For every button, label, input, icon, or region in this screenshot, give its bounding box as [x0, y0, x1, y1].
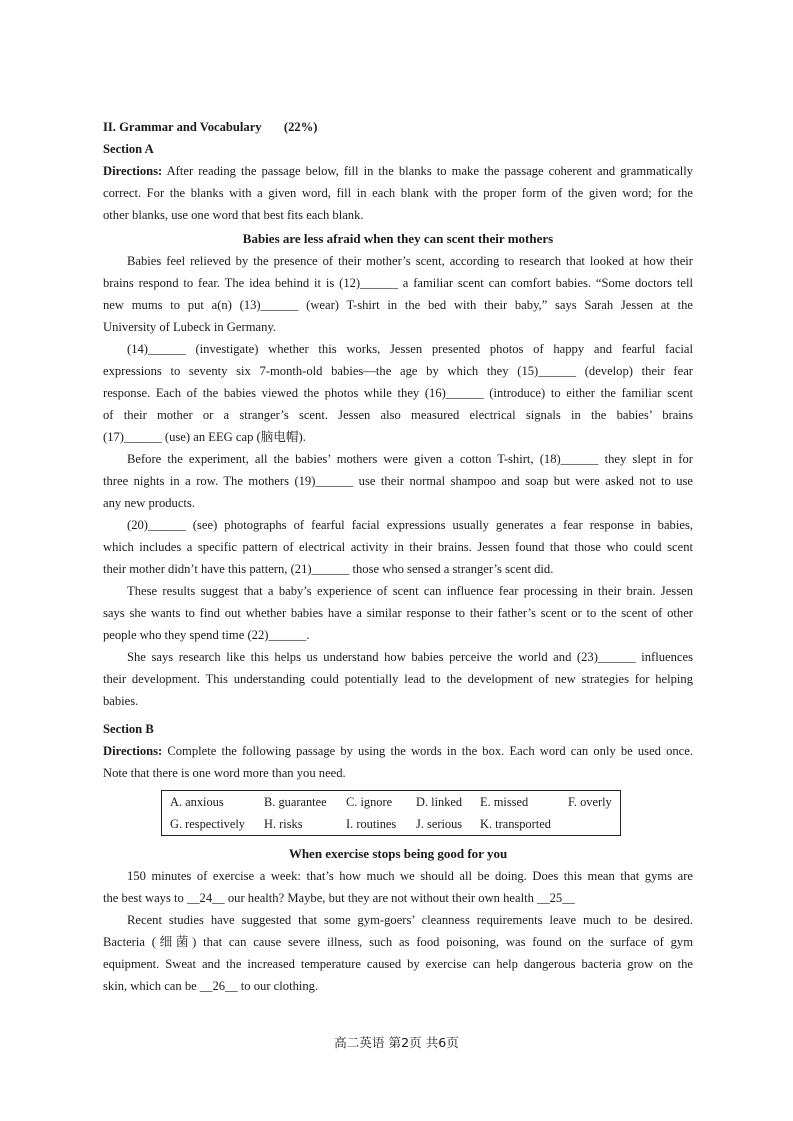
- section-a-directions-1: [103, 160, 693, 182]
- passage-b-line: Bacteria (细菌) that can cause severe illness, such as food poisoning, was found on the surface of gym: [103, 935, 693, 949]
- word-option: E. missed: [480, 795, 529, 809]
- section-a-directions-3: other blanks, use one word that best fits each blank.: [103, 208, 364, 222]
- page-footer: 高二英语 第2页 共6页: [334, 1035, 459, 1050]
- passage-a-line: says she wants to find out whether babies have a similar response to their father’s scent or to the scent of other: [103, 606, 693, 620]
- passage-a-line: people who they spend time (22)______.: [103, 628, 310, 642]
- word-option: K. transported: [480, 817, 551, 831]
- passage-b-line: the best ways to __24__ our health? Maybe, but they are not without their own health __25__: [103, 891, 575, 905]
- passage-a-line: their development. This understanding could potentially lead to the development of new strategies for helping: [103, 672, 693, 686]
- section-title: II. Grammar and Vocabulary: [103, 120, 262, 134]
- passage-a-line: expressions to seventy six 7-month-old babies—the age by which they (15)______ (develop) their fear: [103, 364, 693, 378]
- directions-text: After reading the passage below, fill in the blanks to make the passage coherent and grammatically: [162, 164, 693, 178]
- section-a-directions-2: correct. For the blanks with a given word, fill in each blank with the proper form of the given word; for the: [103, 186, 693, 200]
- passage-a-line: new mums to put a(n) (13)______ (wear) T-shirt in the bed with their baby,” says Sarah Jessen at the: [103, 298, 693, 312]
- passage-a-line: University of Lubeck in Germany.: [103, 320, 276, 334]
- word-bank-row: [162, 791, 620, 813]
- passage-b-line: Recent studies have suggested that some gym-goers’ cleanness requirements leave much to be desired.: [127, 913, 693, 927]
- passage-a-line: (20)______ (see) photographs of fearful facial expressions usually generates a fear response in babies,: [127, 518, 693, 532]
- passage-a-line: which includes a specific pattern of electrical activity in their brains. Jessen found that those who could scent: [103, 540, 693, 554]
- section-b-directions-1: [103, 740, 693, 762]
- word-bank-box: [161, 790, 621, 836]
- word-bank-row: [162, 813, 620, 835]
- passage-b: [103, 843, 693, 997]
- passage-a-line: These results suggest that a baby’s experience of scent can influence fear processing in their brain. Jessen: [127, 584, 693, 598]
- passage-b-title: When exercise stops being good for you: [288, 846, 508, 861]
- passage-a-line: their mother didn’t have this pattern, (21)______ those who sensed a stranger’s scent did.: [103, 562, 554, 576]
- passage-a-line: Before the experiment, all the babies’ mothers were given a cotton T-shirt, (18)______ they slept in for: [127, 452, 693, 466]
- page-content: [103, 116, 693, 784]
- word-option: G. respectively: [170, 817, 246, 831]
- word-option: A. anxious: [170, 795, 224, 809]
- passage-a-line: (17)______ (use) an EEG cap (脑电帽).: [103, 430, 306, 444]
- passage-b-line: skin, which can be __26__ to our clothing.: [103, 979, 319, 993]
- word-option: D. linked: [416, 795, 463, 809]
- passage-a-line: Babies feel relieved by the presence of their mother’s scent, according to research that looked at how their: [127, 254, 693, 268]
- passage-a-line: She says research like this helps us understand how babies perceive the world and (23)______ influences: [127, 650, 693, 664]
- passage-a-line: (14)______ (investigate) whether this works, Jessen presented photos of happy and fearful facial: [127, 342, 693, 356]
- word-option: H. risks: [264, 817, 303, 831]
- section-b-label: Section B: [103, 722, 154, 736]
- section-a-label: Section A: [103, 142, 154, 156]
- passage-a-line: brains respond to fear. The idea behind it is (12)______ a familiar scent can comfort babies. “Some doctors tell: [103, 276, 693, 290]
- passage-b-line: equipment. Sweat and the increased temperature caused by exercise can help dangerous bacteria grow on the: [103, 957, 693, 971]
- passage-a-line: any new products.: [103, 496, 195, 510]
- word-option: C. ignore: [346, 795, 393, 809]
- passage-a-title: Babies are less afraid when they can scent their mothers: [242, 231, 554, 246]
- section-heading: [103, 116, 693, 138]
- directions-text: Complete the following passage by using the words in the box. Each word can only be used once.: [162, 744, 693, 758]
- word-option: I. routines: [346, 817, 397, 831]
- passage-b-line: 150 minutes of exercise a week: that’s how much we should all be doing. Does this mean that gyms are: [127, 869, 693, 883]
- passage-a-line: response. Each of the babies viewed the photos while they (16)______ (introduce) to either the familiar scent: [103, 386, 693, 400]
- passage-a-line: of their mother or a stranger’s scent. Jessen also measured electrical signals in the babies’ brains: [103, 408, 693, 422]
- section-score: (22%): [283, 120, 318, 134]
- section-b-directions-2: Note that there is one word more than you need.: [103, 766, 346, 780]
- passage-a-line: babies.: [103, 694, 139, 708]
- word-option: B. guarantee: [264, 795, 327, 809]
- passage-a-line: three nights in a row. The mothers (19)______ use their normal shampoo and soap but were asked not to use: [103, 474, 693, 488]
- directions-label: Directions:: [103, 744, 163, 758]
- directions-label: Directions:: [103, 164, 163, 178]
- word-option: J. serious: [416, 817, 463, 831]
- word-option: F. overly: [568, 795, 612, 809]
